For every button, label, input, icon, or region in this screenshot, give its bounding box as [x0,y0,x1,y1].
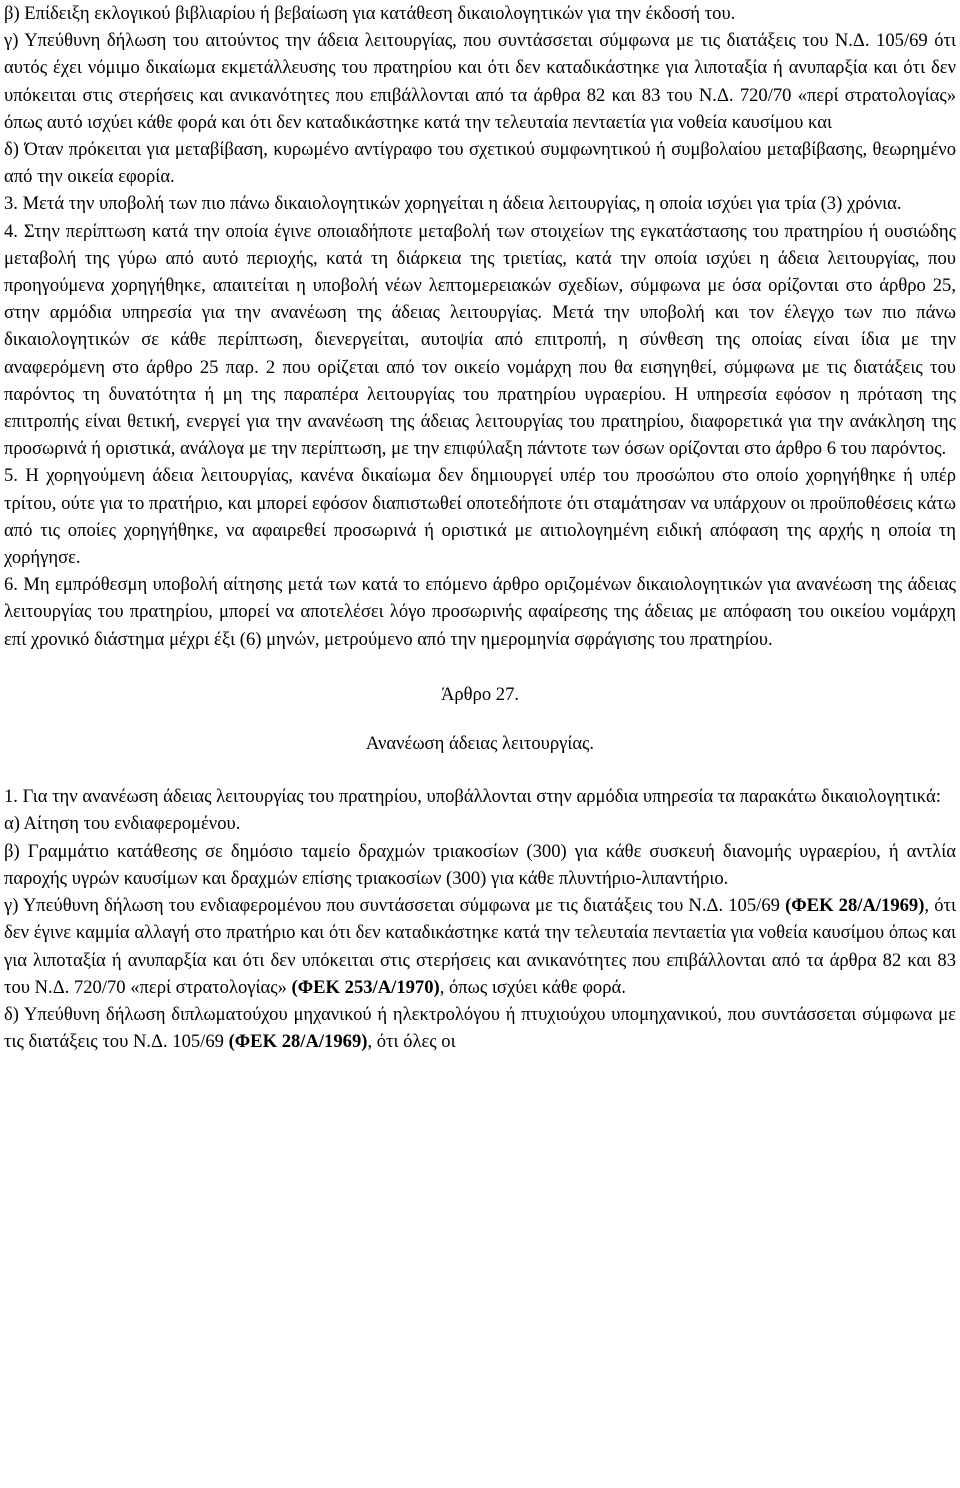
renewal-item-g-text-3: , όπως ισχύει κάθε φορά. [439,976,626,998]
paragraph-5-license-rights: 5. Η χορηγούμενη άδεια λειτουργίας, κανένα δικαίωμα δεν δημιουργεί υπέρ του προσώπου στο οποίο χορηγήθηκε ή υπέρ τρίτου, ούτε για το πρατήριο, και μπορεί εφόσον διαπιστωθεί οποτεδήποτε ότι σταμάτησαν να υπάρχουν οι προϋποθέσεις κάτω από τις οποίες χορηγήθηκε, να αφαιρεθεί προσωρινά ή οριστικά με αιτιολογημένη ειδική απόφαση της αρχής η οποία τη χορήγησε. [4,465,956,569]
renewal-item-d-engineer-declaration [4,1001,956,1055]
renewal-item-a-application: α) Αίτηση του ενδιαφερομένου. [4,813,241,835]
renewal-item-d-fek-1: (ΦΕΚ 28/Α/1969) [228,1031,368,1053]
article-title-heading: Ανανέωση άδειας λειτουργίας. [365,733,595,755]
paragraph-d-transfer-contract: δ) Όταν πρόκειται για μεταβίβαση, κυρωμένο αντίγραφο του σχετικού συμφωνητικού ή συμβολαίου μεταβίβασης, θεωρημένο από την οικεία εφορία. [4,139,956,188]
article-number-heading: Άρθρο 27. [440,683,520,705]
paragraph-4-changes-renewal: 4. Στην περίπτωση κατά την οποία έγινε οποιαδήποτε μεταβολή των στοιχείων της εγκατάστασης του πρατηρίου ή ουσιώδης μεταβολή της γύρω από αυτό περιοχής, κατά τη διάρκεια της τριετίας, κατά την οποία ισχύει η άδεια λειτουργίας, που προηγούμενα χορηγήθηκε, απαιτείται η υποβολή νέων λεπτομερειακών σχεδίων, σύμφωνα με όσα ορίζονται στο άρθρο 25, στην αρμόδια υπηρεσία για την ανανέωση της άδειας λειτουργίας. Μετά την υποβολή και τον έλεγχο των πιο πάνω δικαιολογητικών σε κάθε περίπτωση, διενεργείται, αυτοψία από επιτροπή, η σύνθεση της οποίας είναι ίδια με την αναφερόμενη στο άρθρο 25 παρ. 2 που ορίζεται από τον οικείο νομάρχη που θα εισηγηθεί, σύμφωνα με τις διατάξεις του παρόντος τη δυνατότητα ή μη της παραπέρα λειτουργίας του πρατηρίου υγραερίου. Η υπηρεσία εφόσον η πρόταση της επιτροπής είναι θετική, ενεργεί για την ανανέωση της άδειας λειτουργίας του πρατηρίου, διαφορετικά για την ανάκληση της προσωρινά ή οριστικά, ανάλογα με την περίπτωση, με την επιφύλαξη πάντοτε των όσων ορίζονται στο άρθρο 6 του παρόντος. [4,220,956,460]
renewal-paragraph-1: 1. Για την ανανέωση άδειας λειτουργίας του πρατηρίου, υποβάλλονται στην αρμόδια υπηρεσία τα παρακάτω δικαιολογητικά: [4,786,941,808]
paragraph-g-solemn-declaration: γ) Υπεύθυνη δήλωση του αιτούντος την άδεια λειτουργίας, που συντάσσεται σύμφωνα με τις διατάξεις του Ν.Δ. 105/69 ότι αυτός έχει νόμιμο δικαίωμα εκμετάλλευσης του πρατηρίου και ότι δεν καταδικάστηκε για λιποταξία ή ανυπαρξία και ότι δεν υπόκειται στις στερήσεις και ανικανότητες που επιβάλλονται από τα άρθρα 82 και 83 του Ν.Δ. 720/70 «περί στρατολογίας» όπως αυτό ισχύει κάθε φορά και ότι δεν καταδικάστηκε κατά την τελευταία πενταετία για νοθεία καυσίμου και [4,30,956,133]
renewal-item-g-fek-2: (ΦΕΚ 253/Α/1970) [291,976,440,998]
paragraph-6-late-submission: 6. Μη εμπρόθεσμη υποβολή αίτησης μετά των κατά το επόμενο άρθρο οριζομένων δικαιολογητικών για ανανέωση της άδειας λειτουργίας του πρατηρίου, μπορεί να αποτελέσει λόγο προσωρινής αφαίρεσης της άδειας με απόφαση του οικείου νομάρχη επί χρονικό διάστημα μέχρι έξι (6) μηνών, μετρούμενο από την ημερομηνία σφράγισης του πρατηρίου. [4,574,956,650]
renewal-item-g-text-1: γ) Υπεύθυνη δήλωση του ενδιαφερομένου που συντάσσεται σύμφωνα με τις διατάξεις του Ν.Δ. 105/69 [4,895,786,917]
paragraph-b-electoral-booklet: β) Επίδειξη εκλογικού βιβλιαρίου ή βεβαίωση για κατάθεση δικαιολογητικών για την έκδοσή του. [4,3,736,24]
renewal-item-g-fek-1: (ΦΕΚ 28/Α/1969) [785,895,925,917]
renewal-item-b-deposit-receipt: β) Γραμμάτιο κατάθεσης σε δημόσιο ταμείο δραχμών τριακοσίων (300) για κάθε συσκευή διανομής υγραερίου, ή αντλία παροχής υγρών καυσίμων και δραχμών επίσης τριακοσίων (300) για κάθε πλυντήριο-λιπαντήριο. [4,840,956,889]
renewal-item-g-text-2: , ότι δεν έγινε καμμία αλλαγή στο πρατήριο και ότι δεν καταδικάστηκε κατά την τελευταία πενταετία για νοθεία καυσίμου όπως και για λιποταξία ή ανυπαρξία και ότι δεν υπόκειται στις στερήσεις και ανικανότητες που επιβάλλονται από τα άρθρα 82 και 83 του Ν.Δ. 720/70 «περί στρατολογίας» [4,895,956,998]
renewal-item-d-text-1: δ) Υπεύθυνη δήλωση διπλωματούχου μηχανικού ή ηλεκτρολόγου ή πτυχιούχου υπομηχανικού, που συντάσσεται σύμφωνα με τις διατάξεις του Ν.Δ. 105/69 [4,1003,956,1053]
renewal-item-d-text-2: , ότι όλες οι [367,1031,456,1053]
paragraph-3-license-validity: 3. Μετά την υποβολή των πιο πάνω δικαιολογητικών χορηγείται η άδεια λειτουργίας, η οποία ισχύει για τρία (3) χρόνια. [4,193,902,215]
renewal-item-g-declaration [4,892,956,1001]
